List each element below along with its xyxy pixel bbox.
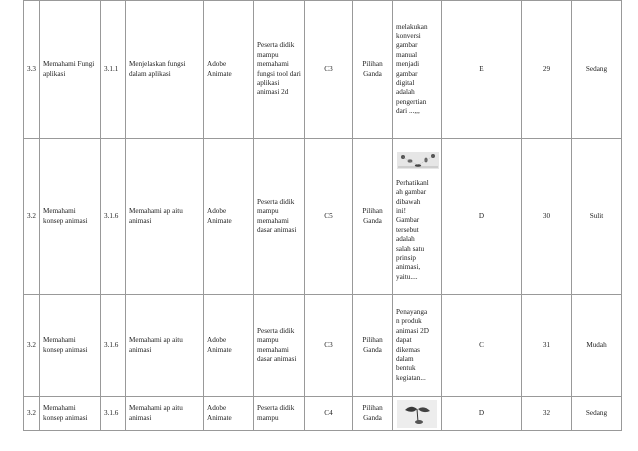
materi-cell: Memahami konsep animasi xyxy=(40,139,101,295)
materi-cell: Memahami konsep animasi xyxy=(40,295,101,397)
indikator-cell: Menjelaskan fungsi dalam aplikasi xyxy=(126,1,204,139)
soal-cell xyxy=(393,295,442,397)
table-row xyxy=(24,397,622,431)
indikator-no-cell: 3.1.1 xyxy=(101,1,126,139)
kesulitan-cell: Sedang xyxy=(572,1,622,139)
table-row xyxy=(24,295,622,397)
kesulitan-cell: Sulit xyxy=(572,139,622,295)
soal-cell xyxy=(393,1,442,139)
table-row xyxy=(24,139,622,295)
level-cell: C3 xyxy=(305,1,353,139)
table-row xyxy=(24,1,622,139)
bentuk-cell: Pilihan Ganda xyxy=(353,397,393,431)
soal-text: Penayanga n produk animasi 2D dapat dikemas dalam bentuk kegiatan... xyxy=(396,308,429,382)
bentuk-cell: Pilihan Ganda xyxy=(353,1,393,139)
tujuan-cell: Peserta didik mampu memahami fungsi tool dari aplikasi animasi 2d xyxy=(254,1,305,139)
soal-cell xyxy=(393,397,442,431)
tujuan-cell: Peserta didik mampu memahami dasar animasi xyxy=(254,139,305,295)
animation-object-image xyxy=(397,400,437,428)
tujuan-cell: Peserta didik mampu memahami dasar animasi xyxy=(254,295,305,397)
level-cell: C3 xyxy=(305,295,353,397)
kd-cell: 3.2 xyxy=(24,397,40,431)
bentuk-cell: Pilihan Ganda xyxy=(353,295,393,397)
nomor-cell: 29 xyxy=(522,1,572,139)
nomor-cell: 31 xyxy=(522,295,572,397)
bentuk-cell: Pilihan Ganda xyxy=(353,139,393,295)
indikator-no-cell: 3.1.6 xyxy=(101,397,126,431)
kd-cell: 3.3 xyxy=(24,1,40,139)
kesulitan-cell: Mudah xyxy=(572,295,622,397)
nomor-cell: 32 xyxy=(522,397,572,431)
nomor-cell: 30 xyxy=(522,139,572,295)
aplikasi-cell: Adobe Animate xyxy=(204,295,254,397)
level-cell: C4 xyxy=(305,397,353,431)
soal-cell xyxy=(393,139,442,295)
indikator-cell: Memahami ap aitu animasi xyxy=(126,139,204,295)
kunci-cell: C xyxy=(442,295,522,397)
indikator-cell: Memahami ap aitu animasi xyxy=(126,397,204,431)
indikator-no-cell: 3.1.6 xyxy=(101,139,126,295)
aplikasi-cell: Adobe Animate xyxy=(204,397,254,431)
materi-cell: Memahami Fungi aplikasi xyxy=(40,1,101,139)
tujuan-cell: Peserta didik mampu xyxy=(254,397,305,431)
soal-text: melakukan konversi gambar manual menjadi gambar digital adalah pengertian dari ...,,, xyxy=(396,22,428,115)
kunci-cell: D xyxy=(442,397,522,431)
kesulitan-cell: Sedang xyxy=(572,397,622,431)
question-grid-table xyxy=(23,0,622,431)
aplikasi-cell: Adobe Animate xyxy=(204,1,254,139)
kunci-cell: D xyxy=(442,139,522,295)
indikator-cell: Memahami ap aitu animasi xyxy=(126,295,204,397)
level-cell: C5 xyxy=(305,139,353,295)
soal-text: Perhatikanl ah gambar dibawah ini! Gambar tersebut adalah salah satu prinsip animasi, yaitu.... xyxy=(396,179,429,281)
kd-cell: 3.2 xyxy=(24,139,40,295)
kunci-cell: E xyxy=(442,1,522,139)
kd-cell: 3.2 xyxy=(24,295,40,397)
aplikasi-cell: Adobe Animate xyxy=(204,139,254,295)
materi-cell: Memahami konsep animasi xyxy=(40,397,101,431)
squash-stretch-ball-image xyxy=(397,152,439,169)
indikator-no-cell: 3.1.6 xyxy=(101,295,126,397)
